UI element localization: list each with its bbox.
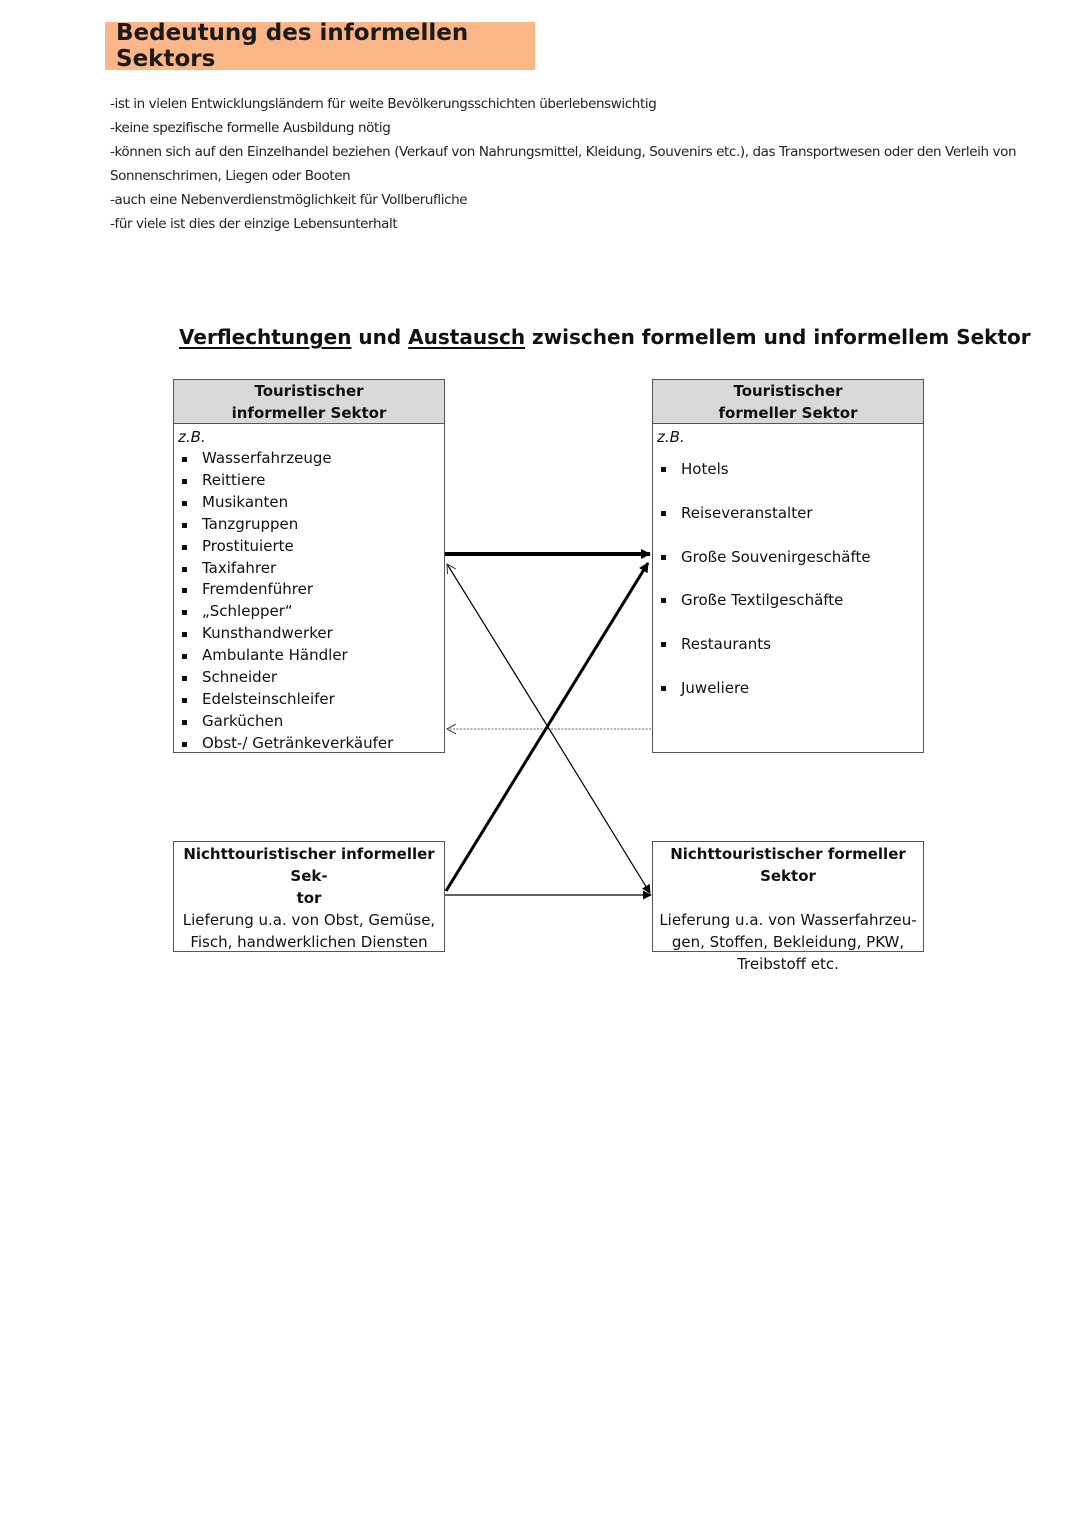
list-item: Tanzgruppen <box>178 514 444 536</box>
header-line: Touristischer <box>254 382 364 400</box>
box-text-line: Fisch, handwerklichen Diensten <box>190 933 428 951</box>
list-item: Große Souvenirgeschäfte <box>657 536 923 580</box>
list-item: Kunsthandwerker <box>178 623 444 645</box>
header-line: Touristischer <box>733 382 843 400</box>
note-line: -auch eine Nebenverdienstmöglichkeit für Vollberufliche <box>110 192 468 208</box>
example-label: z.B. <box>657 428 685 446</box>
heading-rest: zwischen formellem und informellem Sektor <box>525 325 1031 349</box>
arrow-informal-tourist-to-formal-nontourist <box>548 727 650 893</box>
page-title: Bedeutung des informellen Sektors <box>116 20 469 72</box>
list-item: Schneider <box>178 667 444 689</box>
box-text-line: Lieferung u.a. von Obst, Gemüse, <box>182 911 436 929</box>
list-item: Obst-/ Getränkeverkäufer <box>178 733 444 755</box>
box-title-line: Nichttouristischer informeller Sek- <box>183 845 435 885</box>
list-item: Wasserfahrzeuge <box>178 448 444 470</box>
list-item: Edelsteinschleifer <box>178 689 444 711</box>
box-text-line: Lieferung u.a. von Wasserfahrzeu- <box>659 911 917 929</box>
box-text-line: gen, Stoffen, Bekleidung, PKW, <box>671 933 905 951</box>
heading-word-verflechtungen: Verflechtungen <box>179 325 352 349</box>
example-label: z.B. <box>178 428 206 446</box>
list-item: Reittiere <box>178 470 444 492</box>
arrow-formal-nontourist-to-informal-tourist <box>447 564 548 727</box>
note-line: -können sich auf den Einzelhandel beziehen (Verkauf von Nahrungsmittel, Kleidung, Souvenirs etc.), das Transportwesen oder den Verleih von Sonnenschrimen, Liegen oder Booten <box>110 144 1017 184</box>
box-text-line: Treibstoff etc. <box>737 955 839 973</box>
header-line: formeller Sektor <box>718 404 858 422</box>
list-item: „Schlepper“ <box>178 601 444 623</box>
heading-connector: und <box>351 325 409 349</box>
list-item: Taxifahrer <box>178 558 444 580</box>
box-title-line: tor <box>296 889 322 907</box>
note-line: -ist in vielen Entwicklungsländern für weite Bevölkerungsschichten überlebenswichtig <box>110 96 657 112</box>
box-title: Nichttouristischer formeller Sektor <box>670 845 906 885</box>
list-item: Restaurants <box>657 623 923 667</box>
list-item: Reiseveranstalter <box>657 492 923 536</box>
list-item: Prostituierte <box>178 536 444 558</box>
heading-word-austausch: Austausch <box>408 325 526 349</box>
list-item: Fremdenführer <box>178 579 444 601</box>
list-item: Garküchen <box>178 711 444 733</box>
note-line: -für viele ist dies der einzige Lebensunterhalt <box>110 216 398 232</box>
list-item: Hotels <box>657 448 923 492</box>
note-line: -keine spezifische formelle Ausbildung nötig <box>110 120 391 136</box>
list-item: Juweliere <box>657 667 923 711</box>
list-item: Musikanten <box>178 492 444 514</box>
header-line: informeller Sektor <box>231 404 387 422</box>
list-item: Ambulante Händler <box>178 645 444 667</box>
list-item: Große Textilgeschäfte <box>657 579 923 623</box>
